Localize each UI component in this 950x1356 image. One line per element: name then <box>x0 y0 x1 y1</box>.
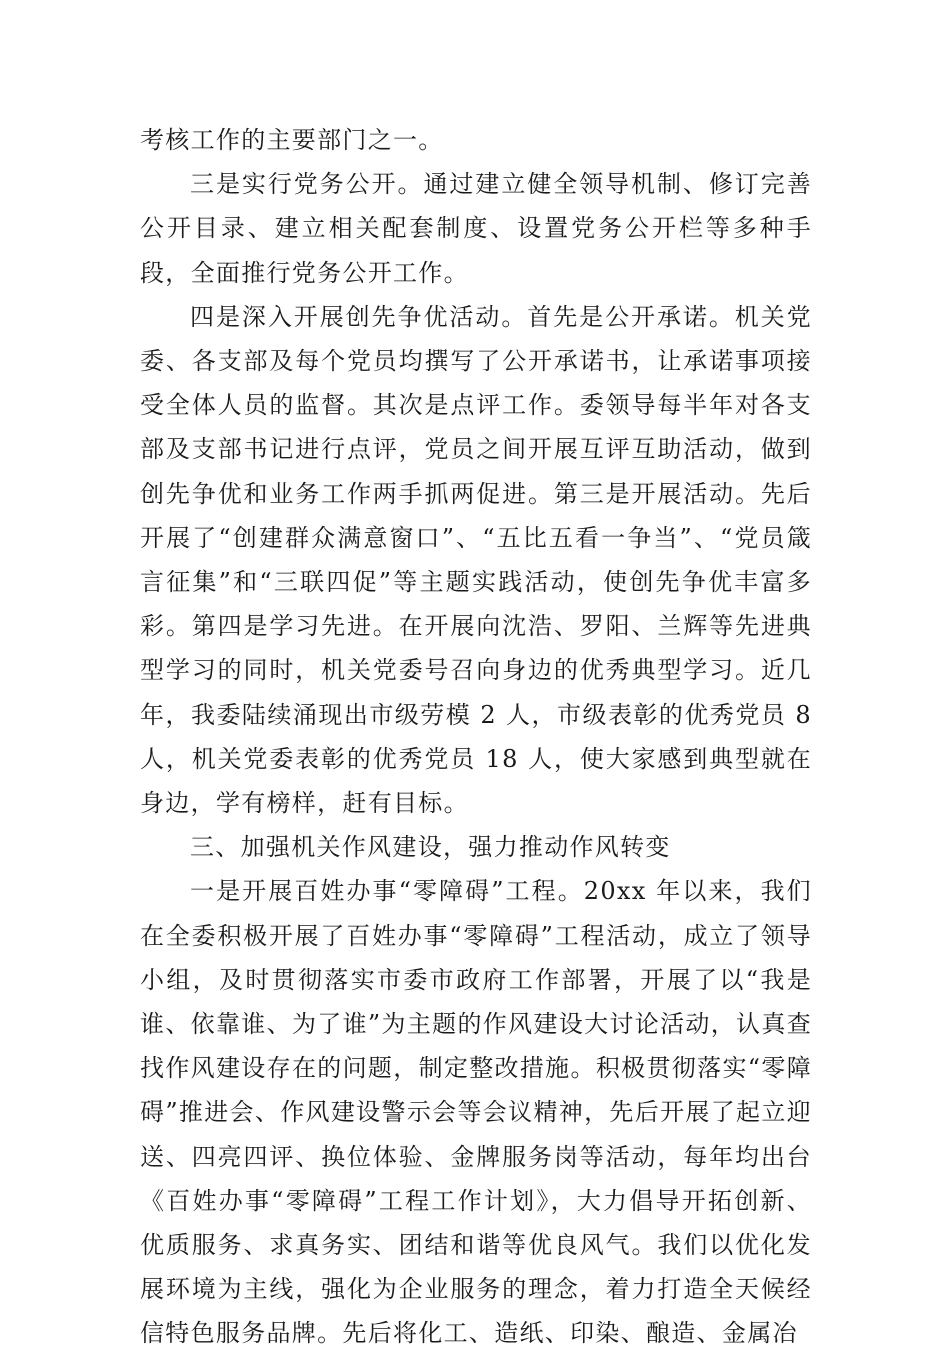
document-body <box>140 118 812 1356</box>
paragraph-excellence-campaign: 四是深入开展创先争优活动。首先是公开承诺。机关党委、各支部及每个党员均撰写了公开承诺书，让承诺事项接受全体人员的监督。其次是点评工作。委领导每半年对各支部及支部书记进行点评，党员之间开展互评互助活动，做到创先争优和业务工作两手抓两促进。第三是开展活动。先后开展了“创建群众满意窗口”、“五比五看一争当”、“党员箴言征集”和“三联四促”等主题实践活动，使创先争优丰富多彩。第四是学习先进。在开展向沈浩、罗阳、兰辉等先进典型学习的同时，机关党委号召向身边的优秀典型学习。近几年，我委陆续涌现出市级劳模 2 人，市级表彰的优秀党员 8 人，机关党委表彰的优秀党员 18 人，使大家感到典型就在身边，学有榜样，赶有目标。 <box>140 302 812 818</box>
paragraph-party-affairs-openness: 三是实行党务公开。通过建立健全领导机制、修订完善公开目录、建立相关配套制度、设置党务公开栏等多种手段，全面推行党务公开工作。 <box>140 170 812 287</box>
paragraph-continuation: 考核工作的主要部门之一。 <box>140 126 444 154</box>
paragraph-zero-barrier-project: 一是开展百姓办事“零障碍”工程。20xx 年以来，我们在全委积极开展了百姓办事“零障碍”工程活动，成立了领导小组，及时贯彻落实市委市政府工作部署，开展了以“我是谁、依靠谁、为了谁”为主题的作风建设大讨论活动，认真查找作风建设存在的问题，制定整改措施。积极贯彻落实“零障碍”推进会、作风建设警示会等会议精神，先后开展了起立迎送、四亮四评、换位体验、金牌服务岗等活动，每年均出台《百姓办事“零障碍”工程工作计划》，大力倡导开拓创新、优质服务、求真务实、团结和谐等优良风气。我们以优化发展环境为主线，强化为企业服务的理念，着力打造全天候经信特色服务品牌。先后将化工、造纸、印染、酿造、金属冶 <box>140 877 812 1348</box>
section-heading-work-style: 三、加强机关作风建设，强力推动作风转变 <box>190 833 671 862</box>
